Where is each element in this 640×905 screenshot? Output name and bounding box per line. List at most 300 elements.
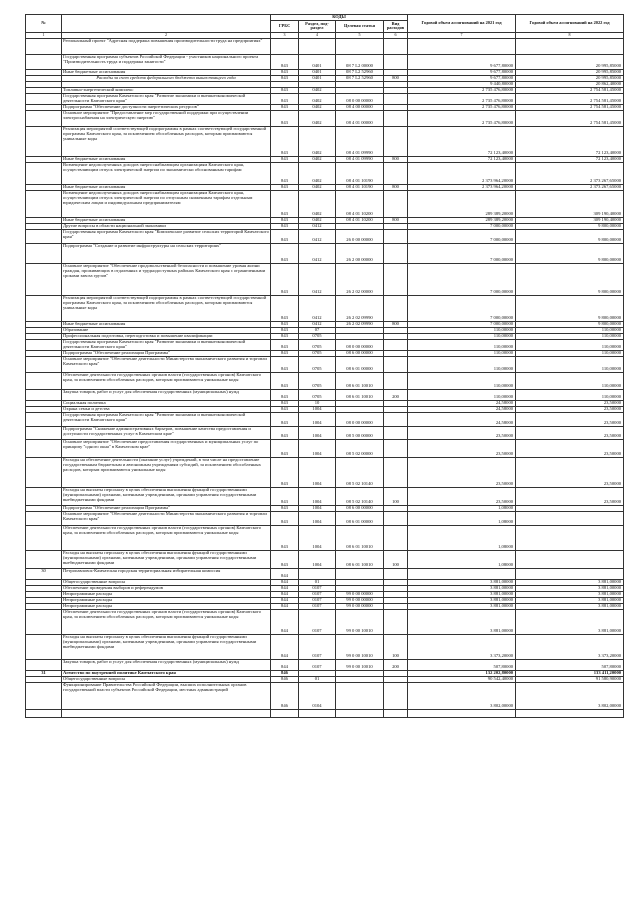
row-amount-2021: 7 000,00000: [408, 263, 516, 295]
row-grbs: 843: [271, 126, 299, 156]
row-name: Непрограммные расходы: [62, 591, 271, 597]
row-amount-2022: 72 123,40000: [516, 126, 624, 156]
row-grbs: 843: [271, 217, 299, 223]
row-target-article: [336, 568, 384, 579]
row-target-article: 26 2 00 00000: [336, 243, 384, 263]
row-number: [26, 609, 62, 634]
row-amount-2021: 1,08000: [408, 505, 516, 511]
row-expense-type: [384, 568, 408, 579]
row-number: [26, 339, 62, 350]
row-number: [26, 110, 62, 126]
row-amount-2022: 23,50000: [516, 426, 624, 439]
row-number: [26, 525, 62, 550]
row-razdel: 0107: [299, 585, 336, 591]
row-amount-2021: 507,80000: [408, 659, 516, 670]
row-amount-2021: 7 000,00000: [408, 321, 516, 327]
row-amount-2022: 110,00000: [516, 372, 624, 389]
row-name: Социальная политика: [62, 400, 271, 406]
row-amount-2022: 9 800,00000: [516, 243, 624, 263]
row-amount-2021: 90 542,40000: [408, 676, 516, 682]
row-grbs: 843: [271, 487, 299, 505]
row-amount-2022: 3 881,00000: [516, 585, 624, 591]
row-expense-type: [384, 682, 408, 709]
row-grbs: [271, 38, 299, 54]
row-amount-2022: 9 800,00000: [516, 223, 624, 229]
row-amount-2022: 3 881,00000: [516, 591, 624, 597]
row-amount-2022: 3 802,00000: [516, 682, 624, 709]
row-amount-2021: 3 802,00000: [408, 682, 516, 709]
table-row: [26, 457, 624, 487]
row-razdel: 0705: [299, 389, 336, 400]
row-amount-2021: 3 881,00000: [408, 585, 516, 591]
row-amount-2021: 110,00000: [408, 372, 516, 389]
row-amount-2022: [516, 550, 624, 568]
row-name: Петропавловск-Камчатская городская территориальная избирательная комиссия: [62, 568, 271, 579]
row-name: Обеспечение деятельности государственных органов власти (государственных органов) Камчатского края, за исключением обособленных расходов, которым присваиваются уникальные коды: [62, 372, 271, 389]
header-num: №: [26, 15, 62, 33]
row-target-article: 26 0 00 00000: [336, 229, 384, 243]
row-grbs: 844: [271, 609, 299, 634]
row-razdel: 0705: [299, 333, 336, 339]
row-razdel: 01: [299, 579, 336, 585]
row-name: Подпрограмма "Обеспечение доступности энергетических ресурсов": [62, 104, 271, 110]
row-expense-type: [384, 356, 408, 372]
row-amount-2022: 20 995,85000: [516, 69, 624, 75]
row-razdel: 0107: [299, 659, 336, 670]
table-row: [26, 38, 624, 54]
row-amount-2022: 3 373,20000: [516, 634, 624, 659]
row-amount-2021: 3 881,00000: [408, 579, 516, 585]
row-amount-2022: 23,50000: [516, 457, 624, 487]
row-name: Государственная программа субъектов Российской Федерации - участников национального проекта "Производительность труда и поддержка занятости": [62, 54, 271, 69]
row-number: [26, 659, 62, 670]
row-number: [26, 511, 62, 525]
column-index: 2: [62, 32, 271, 38]
row-razdel: 0402: [299, 184, 336, 190]
row-name: Охрана семьи и детства: [62, 406, 271, 412]
row-grbs: 843: [271, 412, 299, 426]
row-amount-2022: 507,80000: [516, 659, 624, 670]
row-name: Иные бюджетные ассигнования: [62, 184, 271, 190]
row-target-article: 08 6 00 00000: [336, 505, 384, 511]
row-amount-2022: 23,50000: [516, 400, 624, 406]
table-row: [26, 634, 624, 659]
column-index: 7: [408, 32, 516, 38]
row-target-article: 08 4 01 00000: [336, 110, 384, 126]
row-expense-type: 100: [384, 487, 408, 505]
row-razdel: 0705: [299, 372, 336, 389]
row-amount-2021: 7 000,00000: [408, 229, 516, 243]
row-name: Закупка товаров, работ и услуг для обеспечения государственных (муниципальных) нужд: [62, 659, 271, 670]
row-expense-type: [384, 372, 408, 389]
row-grbs: 843: [271, 184, 299, 190]
row-target-article: 08 4 01 10200: [336, 190, 384, 217]
row-target-article: 08 0 00 00000: [336, 339, 384, 350]
row-expense-type: [384, 229, 408, 243]
row-razdel: 0402: [299, 110, 336, 126]
row-grbs: 843: [271, 321, 299, 327]
table-row: [26, 389, 624, 400]
row-name: Иные бюджетные ассигнования: [62, 69, 271, 75]
row-razdel: 0402: [299, 217, 336, 223]
row-amount-2022: 2 754 581,45000: [516, 93, 624, 104]
row-amount-2021: 110,00000: [408, 333, 516, 339]
row-grbs: 844: [271, 634, 299, 659]
row-target-article: 08 4 01 09990: [336, 156, 384, 162]
table-header: [26, 15, 624, 39]
row-razdel: 07: [299, 327, 336, 333]
row-grbs: 843: [271, 426, 299, 439]
row-target-article: 08 4 01 10190: [336, 184, 384, 190]
row-grbs: 843: [271, 54, 299, 69]
row-razdel: 0705: [299, 350, 336, 356]
row-amount-2022: 2 754 581,45000: [516, 110, 624, 126]
row-amount-2022: 23,50000: [516, 439, 624, 457]
row-number: [26, 709, 62, 717]
row-number: [26, 356, 62, 372]
row-razdel: 0107: [299, 603, 336, 609]
row-target-article: 08 4 01 09990: [336, 126, 384, 156]
row-amount-2022: [516, 709, 624, 717]
row-grbs: 843: [271, 87, 299, 93]
row-number: [26, 162, 62, 184]
row-expense-type: 100: [384, 550, 408, 568]
header-expense-type: Вид расходов: [384, 20, 408, 32]
table-row: [26, 568, 624, 579]
row-target-article: 08 7 L2 52960: [336, 69, 384, 75]
row-target-article: 26 2 02 00000: [336, 263, 384, 295]
row-grbs: 843: [271, 406, 299, 412]
row-razdel: 0104: [299, 682, 336, 709]
row-amount-2022: 2 754 581,45000: [516, 104, 624, 110]
row-amount-2021: 23,50000: [408, 457, 516, 487]
row-expense-type: [384, 709, 408, 717]
row-name: Реализация мероприятий соответствующей подпрограммы в рамках соответствующей государственной программы Камчатского края, за исключением обособленных расходов, которым присваиваются уникальные коды: [62, 295, 271, 321]
row-target-article: 08 0 00 00000: [336, 412, 384, 426]
row-name: Подпрограмма "Создание и развитие инфраструктуры на сельских территориях": [62, 243, 271, 263]
table-row: [26, 426, 624, 439]
row-amount-2022: 9 800,00000: [516, 229, 624, 243]
row-name: Непрограммные расходы: [62, 603, 271, 609]
row-name: Основное мероприятие "Обеспечение продовольственной безопасности и повышение уровня жизни граждан, проживающих в отдаленных и труднодоступных районах Камчатского края с ограниченными сроками завоза грузов": [62, 263, 271, 295]
row-grbs: 846: [271, 682, 299, 709]
header-year-2022: Годовой объем ассигнований на 2022 год: [516, 15, 624, 33]
row-amount-2021: 9 440,80000: [408, 81, 516, 87]
row-amount-2021: 72 123,40000: [408, 126, 516, 156]
row-name: Основное мероприятие "Предоставление мер государственной поддержки при осуществлении электроснабжения на электрическую энергию": [62, 110, 271, 126]
row-name: Подпрограмма "Обеспечение реализации Программы": [62, 350, 271, 356]
row-razdel: [299, 568, 336, 579]
row-expense-type: 800: [384, 217, 408, 223]
row-name: Закупка товаров, работ и услуг для обеспечения государственных (муниципальных) нужд: [62, 389, 271, 400]
row-expense-type: 200: [384, 389, 408, 400]
row-razdel: 0412: [299, 229, 336, 243]
row-amount-2021: 7 000,00000: [408, 223, 516, 229]
row-grbs: 846: [271, 670, 299, 676]
row-target-article: 08 4 00 00000: [336, 104, 384, 110]
row-name: Обеспечение деятельности государственных органов власти (государственных органов) Камчатского края, за исключением обособленных расходов, которым присваиваются уникальные коды: [62, 525, 271, 550]
row-target-article: 99 0 00 10010: [336, 634, 384, 659]
row-razdel: 1004: [299, 457, 336, 487]
row-name: Расходы за счет средств федерального бюджета вышестоящего года: [62, 75, 271, 81]
row-amount-2022: 110,00000: [516, 333, 624, 339]
row-amount-2021: 2 735 476,80000: [408, 104, 516, 110]
row-target-article: 26 2 02 09990: [336, 321, 384, 327]
row-razdel: 1004: [299, 406, 336, 412]
row-number: [26, 38, 62, 54]
row-grbs: 843: [271, 350, 299, 356]
row-expense-type: [384, 54, 408, 69]
row-target-article: 08 5 02 00000: [336, 439, 384, 457]
row-number: [26, 389, 62, 400]
row-name: Подпрограмма "Снижение административных барьеров, повышение качества предоставления и доступности государственных услуг в Камчатском крае": [62, 426, 271, 439]
row-amount-2022: 110,00000: [516, 389, 624, 400]
row-amount-2021: 289 389,20000: [408, 190, 516, 217]
row-razdel: 1004: [299, 439, 336, 457]
table-row: [26, 229, 624, 243]
table-row: [26, 93, 624, 104]
row-razdel: 0107: [299, 597, 336, 603]
table-row: [26, 372, 624, 389]
row-name: Государственная программа Камчатского края "Развитие экономики и внешнеэкономической деятельности Камчатского края": [62, 93, 271, 104]
row-name: Государственная программа Камчатского края "Комплексное развитие сельских территорий Камчатского края": [62, 229, 271, 243]
row-grbs: 843: [271, 263, 299, 295]
row-name: Расходы на выплаты персоналу в целях обеспечения выполнения функций государственными (муниципальными) органами, казенными учреждениями, органами управления государственными внебюджетными фондами: [62, 550, 271, 568]
row-name: Реализация мероприятий соответствующей подпрограммы в рамках соответствующей государственной программы Камчатского края, за исключением обособленных расходов, которым присваиваются уникальные коды: [62, 126, 271, 156]
table-body: [26, 38, 624, 717]
row-name: Непрограммные расходы: [62, 597, 271, 603]
row-grbs: 843: [271, 356, 299, 372]
row-target-article: [336, 709, 384, 717]
row-grbs: 844: [271, 579, 299, 585]
row-amount-2021: 289 389,20000: [408, 217, 516, 223]
row-target-article: 08 6 01 10010: [336, 525, 384, 550]
row-amount-2021: 3 881,00000: [408, 603, 516, 609]
row-grbs: 844: [271, 585, 299, 591]
row-expense-type: [384, 511, 408, 525]
row-amount-2022: 110,00000: [516, 339, 624, 350]
table-row: [26, 162, 624, 184]
table-row: [26, 263, 624, 295]
row-name: Общегосударственные вопросы: [62, 676, 271, 682]
row-amount-2022: 309 190,40000: [516, 217, 624, 223]
header-grbs: ГРБС: [271, 20, 299, 32]
row-grbs: 843: [271, 439, 299, 457]
header-year-2021: Годовой объем ассигнований на 2021 год: [408, 15, 516, 33]
row-expense-type: [384, 263, 408, 295]
header-target-article: Целевая статья: [336, 20, 384, 32]
row-target-article: 08 4 01 10190: [336, 162, 384, 184]
row-expense-type: [384, 439, 408, 457]
table-row: [26, 550, 624, 568]
row-number: [26, 243, 62, 263]
row-amount-2021: 2 373 964,20000: [408, 162, 516, 184]
row-target-article: 08 5 02 10140: [336, 487, 384, 505]
row-grbs: 843: [271, 525, 299, 550]
table-row: [26, 709, 624, 717]
row-amount-2022: 309 190,40000: [516, 190, 624, 217]
row-amount-2021: 1,08000: [408, 550, 516, 568]
row-razdel: 1004: [299, 525, 336, 550]
row-razdel: 0401: [299, 69, 336, 75]
row-razdel: 0402: [299, 104, 336, 110]
row-number: [26, 487, 62, 505]
table-row: [26, 682, 624, 709]
row-razdel: 0705: [299, 339, 336, 350]
row-amount-2022: [516, 525, 624, 550]
row-amount-2021: 132 202,80000: [408, 670, 516, 676]
row-amount-2021: 2 735 476,80000: [408, 93, 516, 104]
row-expense-type: 200: [384, 659, 408, 670]
row-amount-2021: 24,58000: [408, 400, 516, 406]
row-target-article: [336, 682, 384, 709]
row-amount-2021: 110,00000: [408, 389, 516, 400]
row-name: Подпрограмма "Обеспечение реализации Программы": [62, 505, 271, 511]
row-name: Расходы на выплаты персоналу в целях обеспечения выполнения функций государственными (муниципальными) органами, казенными учреждениями, органами управления государственными внебюджетными фондами: [62, 487, 271, 505]
table-row: [26, 525, 624, 550]
row-name: Профессиональная подготовка, переподготовка и повышение квалификации: [62, 333, 271, 339]
row-razdel: 0401: [299, 75, 336, 81]
row-amount-2022: 2 754 581,45000: [516, 87, 624, 93]
row-razdel: 01: [299, 676, 336, 682]
row-amount-2021: [408, 568, 516, 579]
row-grbs: 843: [271, 156, 299, 162]
row-target-article: 08 6 01 10010: [336, 372, 384, 389]
row-amount-2022: 110,00000: [516, 327, 624, 333]
row-grbs: 844: [271, 568, 299, 579]
row-amount-2021: [408, 38, 516, 54]
row-number: [26, 229, 62, 243]
row-grbs: 843: [271, 110, 299, 126]
row-target-article: 08 6 00 00000: [336, 350, 384, 356]
row-grbs: 843: [271, 339, 299, 350]
row-grbs: 843: [271, 372, 299, 389]
row-amount-2021: 1,08000: [408, 511, 516, 525]
row-amount-2021: [408, 709, 516, 717]
column-index: 4: [299, 32, 336, 38]
table-row: [26, 609, 624, 634]
table-row: [26, 511, 624, 525]
table-row: [26, 439, 624, 457]
row-grbs: 843: [271, 93, 299, 104]
row-razdel: [299, 709, 336, 717]
row-target-article: 08 6 01 10010: [336, 389, 384, 400]
row-amount-2021: 7 000,00000: [408, 243, 516, 263]
row-amount-2022: 20 862,40000: [516, 81, 624, 87]
row-grbs: 844: [271, 591, 299, 597]
row-razdel: 0705: [299, 356, 336, 372]
row-name: Региональный проект "Адресная поддержка повышения производительности труда на предприятиях": [62, 38, 271, 54]
row-target-article: 08 6 01 00000: [336, 511, 384, 525]
row-razdel: [299, 38, 336, 54]
table-row: [26, 339, 624, 350]
column-index: 6: [384, 32, 408, 38]
row-amount-2022: 3 881,00000: [516, 579, 624, 585]
row-razdel: 0107: [299, 591, 336, 597]
budget-table-page: [25, 14, 623, 718]
row-amount-2022: [516, 38, 624, 54]
row-razdel: 0412: [299, 243, 336, 263]
column-index: 5: [336, 32, 384, 38]
row-number: [26, 263, 62, 295]
row-amount-2021: 23,50000: [408, 487, 516, 505]
row-amount-2021: 1,08000: [408, 525, 516, 550]
row-razdel: 0401: [299, 54, 336, 69]
row-razdel: 0107: [299, 634, 336, 659]
row-razdel: 0412: [299, 321, 336, 327]
row-amount-2021: 3 881,00000: [408, 591, 516, 597]
row-grbs: 846: [271, 676, 299, 682]
row-razdel: 1004: [299, 550, 336, 568]
row-amount-2022: 20 995,85000: [516, 54, 624, 69]
row-amount-2022: [516, 511, 624, 525]
row-target-article: 99 0 00 10010: [336, 609, 384, 634]
header-razdel: Раздел, под-раздел: [299, 20, 336, 32]
row-razdel: 1004: [299, 505, 336, 511]
row-amount-2021: 2 735 476,80000: [408, 110, 516, 126]
row-amount-2021: 9 677,80000: [408, 54, 516, 69]
row-expense-type: [384, 38, 408, 54]
row-amount-2021: 3 881,00000: [408, 597, 516, 603]
row-target-article: 08 4 01 10200: [336, 217, 384, 223]
row-razdel: 0412: [299, 295, 336, 321]
table-row: [26, 356, 624, 372]
row-target-article: 99 0 00 00000: [336, 597, 384, 603]
row-expense-type: [384, 126, 408, 156]
row-grbs: 843: [271, 333, 299, 339]
table-row: [26, 110, 624, 126]
row-razdel: 0412: [299, 263, 336, 295]
row-grbs: 844: [271, 659, 299, 670]
row-name: Топливно-энергетический комплекс: [62, 87, 271, 93]
header-codes: КОДЫ: [271, 15, 408, 21]
row-expense-type: [384, 295, 408, 321]
row-name: Основное мероприятие "Обеспечение деятельности Министерства экономического развития и торговли Камчатского края": [62, 511, 271, 525]
row-grbs: 843: [271, 400, 299, 406]
row-grbs: 843: [271, 505, 299, 511]
row-razdel: 0402: [299, 93, 336, 104]
row-razdel: 0402: [299, 190, 336, 217]
row-target-article: 08 6 01 10010: [336, 550, 384, 568]
row-amount-2022: 23,50000: [516, 406, 624, 412]
row-grbs: 843: [271, 295, 299, 321]
table-row: [26, 295, 624, 321]
row-expense-type: [384, 426, 408, 439]
row-grbs: 843: [271, 457, 299, 487]
row-name: Иные бюджетные ассигнования: [62, 217, 271, 223]
row-expense-type: [384, 457, 408, 487]
row-number: [26, 126, 62, 156]
row-amount-2022: 72 123,40000: [516, 156, 624, 162]
budget-table: [25, 14, 624, 718]
row-name: Образование: [62, 327, 271, 333]
row-name: Агентство по внутренней политике Камчатского края: [62, 670, 271, 676]
row-amount-2022: 9 800,00000: [516, 321, 624, 327]
row-name: Расходы на обеспечение деятельности (оказание услуг) учреждений, в том числе на предоставление государственным бюджетным и автономным учреждениям субсидий, за исключением обособленных расходов, которым присваиваются уникальные коды: [62, 457, 271, 487]
table-row: [26, 659, 624, 670]
row-amount-2022: 3 881,00000: [516, 603, 624, 609]
row-expense-type: [384, 190, 408, 217]
row-expense-type: 800: [384, 321, 408, 327]
row-amount-2021: 110,00000: [408, 350, 516, 356]
row-grbs: 843: [271, 223, 299, 229]
row-amount-2022: 23,50000: [516, 487, 624, 505]
row-amount-2021: 2 373 964,20000: [408, 184, 516, 190]
row-grbs: 843: [271, 190, 299, 217]
row-grbs: 843: [271, 511, 299, 525]
row-amount-2021: 9 677,80000: [408, 75, 516, 81]
row-razdel: 10: [299, 400, 336, 406]
